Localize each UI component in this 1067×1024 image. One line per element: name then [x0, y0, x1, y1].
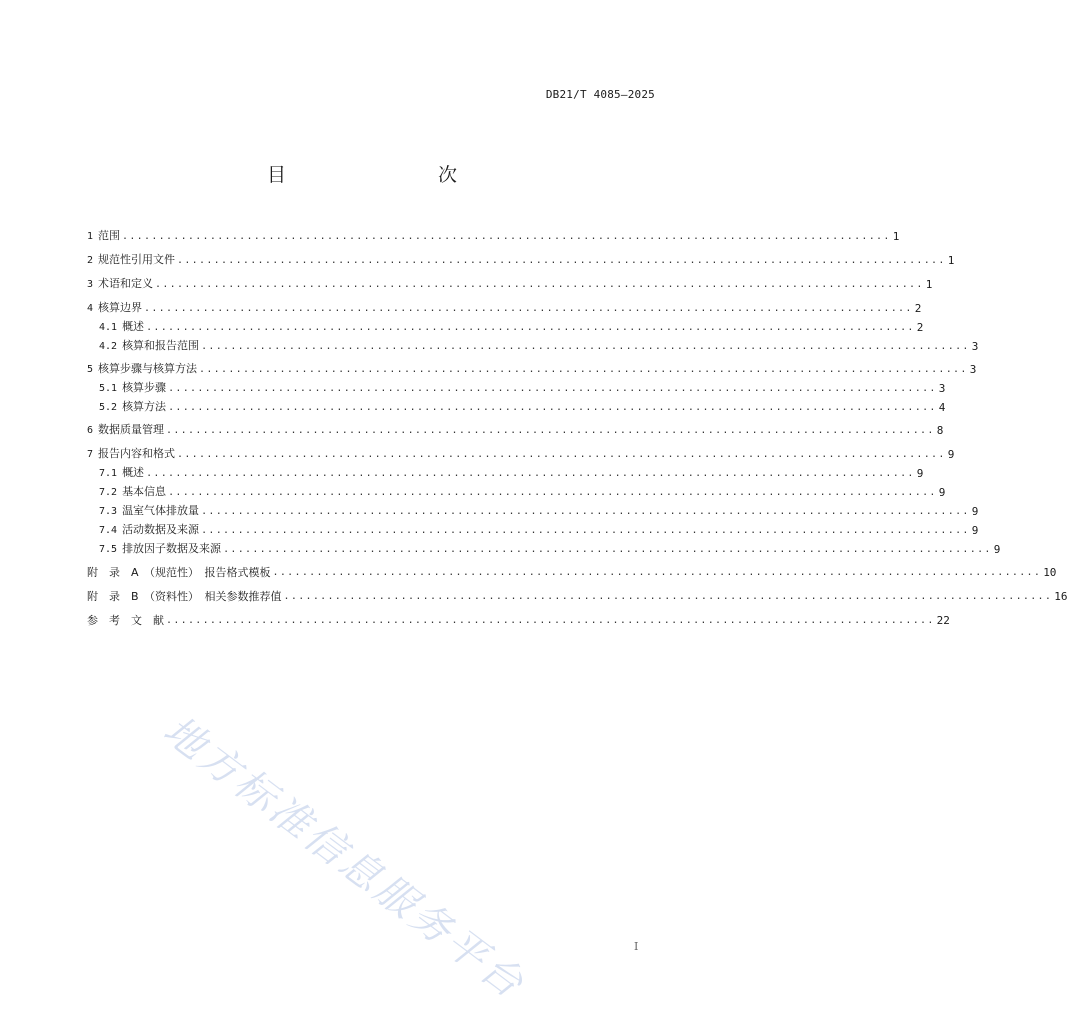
dot-leader: .........................................................................................................	[201, 525, 970, 536]
toc-page: 9	[993, 543, 1001, 556]
dot-leader: .........................................................................................................	[223, 544, 992, 555]
page-number: I	[634, 940, 639, 953]
toc-page: 3	[938, 382, 946, 395]
toc-page: 9	[971, 505, 979, 518]
toc-number: 3	[87, 279, 94, 290]
toc-number: 4.1	[99, 322, 118, 333]
dot-leader: .........................................................................................................	[201, 506, 970, 517]
toc-page: 2	[914, 302, 922, 315]
toc-entry[interactable]	[87, 226, 900, 244]
watermark: 地方标准信息服务平台	[154, 707, 534, 1009]
toc-entry[interactable]	[99, 397, 946, 415]
toc-entry[interactable]	[99, 463, 924, 481]
toc-text: 排放因子数据及来源	[122, 542, 222, 555]
toc-number: 1	[87, 231, 94, 242]
toc-number: 7.4	[99, 525, 118, 536]
toc-number: 7.1	[99, 468, 118, 479]
toc-text: 附 录 A （规范性） 报告格式模板	[87, 566, 271, 579]
toc-number: 4.2	[99, 341, 118, 352]
toc-entry[interactable]	[99, 482, 946, 500]
toc-page: 1	[892, 230, 900, 243]
toc-text: 概述	[122, 320, 145, 333]
toc-text: 报告内容和格式	[98, 447, 176, 460]
dot-leader: .........................................................................................................	[168, 402, 937, 413]
toc-page: 8	[936, 424, 944, 437]
toc-text: 范围	[98, 229, 121, 242]
toc-page: 2	[916, 321, 924, 334]
dot-leader: .........................................................................................................	[168, 487, 937, 498]
toc-entry[interactable]	[87, 298, 922, 316]
dot-leader: .........................................................................................................	[155, 279, 924, 290]
toc-text: 核算步骤	[122, 381, 167, 394]
dot-leader: .........................................................................................................	[283, 591, 1053, 602]
toc-entry-appendix-b[interactable]	[87, 586, 1067, 604]
toc-entry-references[interactable]	[87, 610, 950, 628]
dot-leader: .........................................................................................................	[166, 615, 935, 626]
toc-text: 基本信息	[122, 485, 167, 498]
toc-entry[interactable]	[87, 250, 955, 268]
toc-entry-appendix-a[interactable]	[87, 562, 1057, 580]
dot-leader: .........................................................................................................	[199, 364, 968, 375]
toc-text: 参 考 文 献	[87, 614, 164, 627]
dot-leader: .........................................................................................................	[168, 383, 937, 394]
toc-page: 9	[971, 524, 979, 537]
toc-text: 数据质量管理	[98, 423, 165, 436]
toc-page: 9	[938, 486, 946, 499]
toc-number: 6	[87, 425, 94, 436]
toc-page: 9	[947, 448, 955, 461]
doc-code: DB21/T 4085—2025	[545, 88, 655, 101]
dot-leader: .........................................................................................................	[177, 449, 946, 460]
toc-text: 核算步骤与核算方法	[98, 362, 198, 375]
toc-entry[interactable]	[99, 378, 946, 396]
toc-number: 4	[87, 303, 94, 314]
toc-entry[interactable]	[87, 274, 933, 292]
toc-entry[interactable]	[87, 444, 955, 462]
toc-text: 附 录 B （资料性） 相关参数推荐值	[87, 590, 282, 603]
toc-page: 4	[938, 401, 946, 414]
toc-entry[interactable]	[99, 336, 979, 354]
toc-number: 2	[87, 255, 94, 266]
toc-page: 1	[925, 278, 933, 291]
toc-number: 5	[87, 364, 94, 375]
toc-text: 概述	[122, 466, 145, 479]
toc-entry[interactable]	[87, 420, 944, 438]
toc-text: 核算方法	[122, 400, 167, 413]
toc-entry[interactable]	[99, 501, 979, 519]
toc-page: 3	[969, 363, 977, 376]
dot-leader: .........................................................................................................	[177, 255, 946, 266]
toc-number: 7	[87, 449, 94, 460]
dot-leader: .........................................................................................................	[122, 231, 891, 242]
toc-text: 规范性引用文件	[98, 253, 176, 266]
toc-number: 7.2	[99, 487, 118, 498]
toc-entry[interactable]	[87, 359, 977, 377]
page-title: 目 次	[266, 164, 495, 186]
toc-text: 温室气体排放量	[122, 504, 200, 517]
dot-leader: .........................................................................................................	[146, 322, 915, 333]
toc-number: 7.3	[99, 506, 118, 517]
dot-leader: .........................................................................................................	[144, 303, 913, 314]
toc-entry[interactable]	[99, 539, 1001, 557]
dot-leader: .........................................................................................................	[146, 468, 915, 479]
toc-entry[interactable]	[99, 317, 924, 335]
toc-number: 5.1	[99, 383, 118, 394]
toc-entry[interactable]	[99, 520, 979, 538]
toc-text: 核算和报告范围	[122, 339, 200, 352]
toc-page: 1	[947, 254, 955, 267]
toc-text: 活动数据及来源	[122, 523, 200, 536]
dot-leader: .........................................................................................................	[201, 341, 970, 352]
dot-leader: .........................................................................................................	[272, 567, 1042, 578]
toc-number: 7.5	[99, 544, 118, 555]
toc-page: 16	[1054, 590, 1067, 603]
toc-page: 9	[916, 467, 924, 480]
dot-leader: .........................................................................................................	[166, 425, 935, 436]
toc-text: 核算边界	[98, 301, 143, 314]
toc-page: 10	[1043, 566, 1057, 579]
toc-text: 术语和定义	[98, 277, 154, 290]
toc-page: 3	[971, 340, 979, 353]
toc-number: 5.2	[99, 402, 118, 413]
toc-page: 22	[936, 614, 950, 627]
